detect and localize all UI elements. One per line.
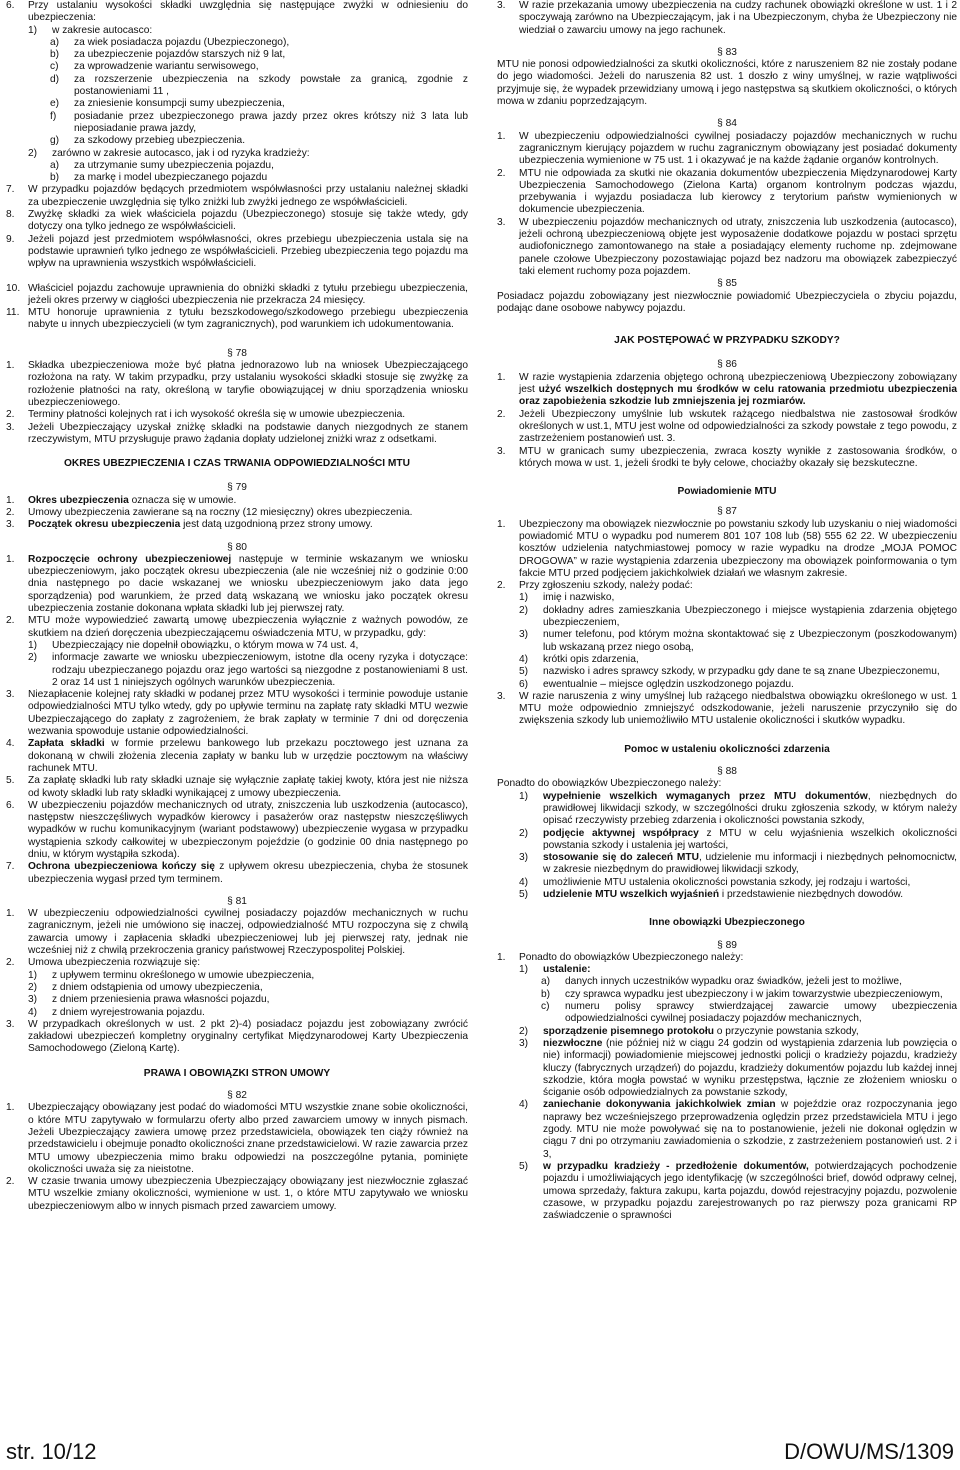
theft-surcharges-list [6, 160, 468, 185]
list-item: 5. Za zapłatę składki lub raty składki uznaje się wyłącznie zapłatę takiej kwoty, która jest nie niższa od kwoty składki lub raty składki wynikającej z umowy ubezpieczenia. [6, 775, 468, 799]
section-79-number: § 79 [227, 482, 247, 494]
list-item: 2) z dniem odstąpienia od umowy ubezpieczenia, [28, 981, 263, 993]
section-82-number: § 82 [227, 1090, 247, 1102]
heading-assist-circumstances: Pomoc w ustaleniu okoliczności zdarzenia [624, 743, 830, 755]
autocasco-surcharges-list [6, 37, 468, 148]
list-item: 4. Zapłata składki w formie przelewu bankowego lub przekazu pocztowego jest uznana za dokonaną w chwili złożenia zlecenia zapłaty w banku lub w urzędzie pocztowym na właściwy rachunek MTU. [6, 738, 468, 774]
section-87-item-3: 3. W razie naruszenia z winy umyślnej lub rażącego niedbalstwa obowiązku określonego w ust. 1 MTU może odpowiednio zmniejszyć odszkodowanie, jeżeli naruszenie przyczyniło się do zwiększenia szkody lub uniemożliwiło MTU ustalenie okoliczności i skutków wypadku. [497, 690, 957, 727]
list-item: 2) informacje zawarte we wniosku ubezpieczeniowym, istotne dla oceny ryzyka i dotyczące: rodzaju ubezpieczanego pojazdu oraz jego wartości są niezgodne z postanowieniami 8 ust. 2 oraz 14 ust 1 niniejszych ogólnych warunków ubezpieczenia. [28, 652, 468, 688]
list-item: a) za wiek posiadacza pojazdu (Ubezpieczonego), [50, 36, 290, 48]
section-86-rest-list [497, 409, 957, 470]
section-78-number: § 78 [227, 347, 247, 359]
section-86-item-1: 1. W razie wystąpienia zdarzenia objętego ochroną ubezpieczeniową Ubezpieczony zobowiązany jest użyć wszelkich dostępnych mu środków w celu ratowania przedmiotu ubezpieczenia oraz zapobieżenia szkodzie lub zmniejszenia jej rozmiarów. [497, 371, 958, 408]
list-item: d) za rozszerzenie ubezpieczenia na szkody powstałe za granicą, zgodnie z postanowieniami 11 , [50, 73, 468, 98]
list-item: 3) niezwłoczne (nie później niż w ciągu 24 godzin od wystąpienia zdarzenia lub powzięcia o nie) informacji) powiadomienie miejscowej jednostki policji o kradzieży pojazdu, kradzieży kluczy (fabrycznych urządzeń) do pojazdu, kradzieży dokumentów pojazdu lub każdej innej szkodzie, która mogła powstać w wyniku przestępstwa, łącznie ze złożeniem wniosku o ściganie osób odpowiedzialnych za powstanie szkody, [519, 1037, 957, 1099]
section-84-number: § 84 [717, 118, 737, 130]
list-item: 3) numer telefonu, pod którym można skontaktować się z Ubezpieczonym (poszkodowanym) lub wskazaną przez niego osobą, [519, 629, 957, 653]
list-item: 3. Początek okresu ubezpieczenia jest datą uzgodnioną przez strony umowy. [6, 519, 373, 531]
section-84-list [497, 131, 957, 279]
paragraph-8: 8. Zwyżkę składki za wiek właściciela pojazdu (Ubezpieczonego) stosuje się także wtedy, gdy dotyczy ona tylko jednego ze współwłaścicieli. [6, 209, 468, 233]
heading-rights-obligations: PRAWA I OBOWIĄZKI STRON UMOWY [143, 1067, 331, 1079]
list-item: f) posiadanie przez ubezpieczonego prawa jazdy przez okres krótszy niż 3 lata lub nieposiadanie prawa jazdy, [50, 110, 468, 134]
list-item: 5) w przypadku kradzieży - przedłożenie dokumentów, potwierdzających pochodzenie pojazdu i umożliwiających jego identyfikację (w szczególności brief, dowód odprawy celnej, umowa sprzedaży, faktura zakupu, karta pojazdu, dowód rejestracyjny pojazdu, pozwolenie czasowe, w przypadku pojazdu zarejestrowanych po raz pierwszy poza granicami RP zaświadczenie o sprawności [519, 1160, 957, 1222]
list-item: 5) nazwisko i adres sprawcy szkody, w przypadku gdy dane te są znane Ubezpieczonemu, [519, 666, 940, 678]
section-81-item-1: 1. W ubezpieczeniu odpowiedzialności cywilnej posiadaczy pojazdów mechanicznych w ruchu zagranicznym, jeżeli nie umówiono się inaczej, odpowiedzialność MTU rozpoczyna się z chwilą zawarcia umowy i zapłacenia składki ubezpieczeniowej lub jej pierwszej raty, jednak nie wcześniej niż z chwilą przekroczenia granicy państwowej Rzeczypospolitej Polskiej. [6, 908, 468, 957]
section-81-item-2: 2. Umowa ubezpieczenia rozwiązuje się: [6, 957, 201, 969]
list-item: 4) krótki opis zdarzenia, [519, 653, 639, 665]
section-86-number: § 86 [717, 359, 737, 371]
section-81-item-3: 3. W przypadkach określonych w ust. 2 pkt 2)-4) posiadacz pojazdu jest zobowiązany zwrócić zakładowi ubezpieczeń kompletny oryginalny certyfikat Międzynarodowej Karty Ubezpieczenia Samochodowego (Zieloną Kartę). [6, 1018, 468, 1055]
section-89-number: § 89 [717, 939, 737, 951]
section-85-text: Posiadacz pojazdu zobowiązany jest niezwłocznie powiadomić Ubezpieczyciela o zbyciu pojazdu, podając dane osobowe nabywcy pojazdu. [497, 290, 957, 314]
section-82-item-3: 3. W razie przekazania umowy ubezpieczenia na cudzy rachunek obowiązki określone w ust. 1 i 2 spoczywają zarówno na Ubezpieczającym, jak i na Ubezpieczonym, chyba że Ubezpieczony nie wiedział o zawarciu umowy na jego rachunek. [497, 0, 957, 36]
list-item: 2) podjęcie aktywnej współpracy z MTU w celu wyjaśnienia wszelkich okoliczności powstania szkody i ustalenia jej wartości, [519, 827, 957, 851]
list-item: 2. MTU nie odpowiada za skutki nie okazania dokumentów ubezpieczenia Międzynarodowej Karty Ubezpieczenia Samochodowego (Zielona Karta) organom kontrolnym podczas wjazdu, przebywania i wyjazdu posiadacza lub kierowcy z terytorium państw wymienionych w dokumencie ubezpieczenia. [497, 167, 957, 216]
list-item: 2. W czasie trwania umowy ubezpieczenia Ubezpieczający obowiązany jest niezwłocznie zgłaszać MTU wszelkie zmiany okoliczności, wymienione w ust. 1, o które MTU zapytywało we wniosku ubezpieczeniowym albo w innych pismach przed zawarciem umowy. [6, 1176, 468, 1212]
section-88-list [497, 791, 957, 902]
paragraph-10: 10. Właściciel pojazdu zachowuje uprawnienia do obniżki składki z tytułu przebiegu ubezpieczenia, jeżeli okres przerwy w ciągłości ubezpieczenia nie przekracza 24 miesięcy. [6, 282, 468, 306]
page-number: str. 10/12 [6, 1439, 97, 1464]
section-88-intro: Ponadto do obowiązków Ubezpieczonego należy: [497, 778, 722, 790]
paragraph-6-2: 2) zarówno w zakresie autocasco, jak i od ryzyka kradzieży: [28, 147, 310, 159]
list-item: 3) z dniem przeniesienia prawa własności pojazdu, [28, 994, 270, 1006]
list-item: c) numeru polisy sprawcy stwierdzającej zawarcie umowy ubezpieczenia odpowiedzialności cywilnej posiadaczy pojazdów mechanicznych, [541, 1001, 957, 1025]
list-item: 3) stosowanie się do zaleceń MTU, udzielenie mu informacji i niezbędnych pełnomocnictw, w zakresie niezbędnym do prawidłowej likwidacji szkody, [519, 852, 957, 876]
list-item: 1) imię i nazwisko, [519, 592, 615, 604]
list-item: a) danych innych uczestników wypadku oraz świadków, jeżeli jest to możliwe, [541, 976, 902, 988]
section-83-text: MTU nie ponosi odpowiedzialności za skutki okoliczności, które z naruszeniem 82 nie zostały podane do jego wiadomości. Jeżeli do naruszenia 82 ust. 1 doszło z winy umyślnej, w razie wątpliwości przyjmuje się, że wypadek przewidziany umową i jego następstwa są skutkiem okoliczności, o których mowa w zdaniu poprzedzającym. [497, 59, 957, 108]
list-item: 1. W ubezpieczeniu odpowiedzialności cywilnej posiadaczy pojazdów mechanicznych w ruchu zagranicznym kierujący pojazdem w ruchu zagranicznym obowiązany jest posiadać dokumenty ubezpieczenia wymienione w 75 ust. 1 i okazywać je na każde żądanie organów kontrolnych. [497, 130, 957, 167]
list-item: c) za wprowadzenie wariantu serwisowego, [50, 61, 259, 73]
section-80-number: § 80 [227, 541, 247, 553]
paragraph-11: 11. MTU honoruje uprawnienia z tytułu bezszkodowego/szkodowego przebiegu ubezpieczenia nabyte u innych ubezpieczycieli (w tym zagranicznych), pod warunkiem ich udokumentowania. [6, 307, 468, 331]
section-87-item-1: 1. Ubezpieczony ma obowiązek niezwłocznie po powstaniu szkody lub uzyskaniu o niej wiadomości powiadomić MTU o wypadku pod numerem 801 107 108 lub (58) 555 62 22. W ubezpieczeniu kosztów udzielenia natychmiastowej pomocy w razie wypadku na drodze „MOJA POMOC DROGOWA” w razie wystąpienia zdarzenia ubezpieczony ma obowiązek poinformowania o tym fakcie MTU przed podjęciem jakichkolwiek działań we własnym zakresie. [497, 518, 957, 579]
section-78-list [6, 360, 468, 446]
list-item: 7. Ochrona ubezpieczeniowa kończy się z upływem okresu ubezpieczenia, chyba że stosunek ubezpieczenia wygasł przed tym terminem. [6, 861, 469, 885]
list-item: 1) wypełnienie wszelkich wymaganych przez MTU dokumentów, niezbędnych do prawidłowej likwidacji szkody, w szczególności druku zgłoszenia szkody, w którym należy opisać rzeczywisty przebieg zdarzenia i okoliczności powstania szkody, [519, 790, 958, 827]
list-item: a) za utrzymanie sumy ubezpieczenia pojazdu, [50, 159, 274, 171]
list-item: 1. Okres ubezpieczenia oznacza się w umowie. [6, 494, 237, 506]
list-item: 3. W ubezpieczeniu pojazdów mechanicznych od utraty, zniszczenia lub uszkodzenia (autocasco), jeżeli ochroną ubezpieczeniową objęte jest wyposażenie dodatkowe pojazdu w postaci sprzętu audiofonicznego zamontowanego na stałe a posiadający elementy ruchome np. zdejmowane panele czołowe Ubezpieczony pozostawiając pojazd bez nadzoru ma obowiązek zabezpieczyć taki element ruchomy poza pojazdem. [497, 216, 957, 277]
list-item: 3. Jeżeli Ubezpieczający uzyskał zniżkę składki na podstawie danych niezgodnych ze stanem rzeczywistym, MTU przysługuje prawo żądania dopłaty udzielonej zniżki wraz z odsetkami. [6, 421, 468, 445]
list-item: 2. Terminy płatności kolejnych rat i ich wysokość określa się w umowie ubezpieczenia. [6, 409, 406, 421]
section-82-list [6, 1102, 468, 1213]
section-81-number: § 81 [227, 895, 247, 907]
list-item: 1. Ubezpieczający obowiązany jest podać do wiadomości MTU wszystkie znane sobie okoliczności, o które MTU zapytywało w formularzu oferty albo przed zawarciem umowy w innych pismach. Jeżeli Ubezpieczający zawiera umowę przez przedstawiciela, obowiązek ten ciąży również na przedstawicielu i obejmuje ponadto okoliczności znane przedstawicielowi. W razie zawarcia przez MTU umowy ubezpieczenia mimo braku odpowiedzi na poszczególne pytania, pominięte okoliczności uważa się za nieistotne. [6, 1102, 468, 1175]
heading-insurance-period: OKRES UBEZPIECZENIA I CZAS TRWANIA ODPOWIEDZIALNOŚCI MTU [63, 458, 410, 470]
section-89-1-1-list [497, 976, 957, 1025]
section-80-rest-list [6, 689, 468, 886]
list-item: 2) dokładny adres zamieszkania Ubezpieczonego i miejsce wystąpienia zdarzenia objętego ubezpieczeniem, [519, 604, 957, 629]
paragraph-9: 9. Jeżeli pojazd jest przedmiotem współwłasności, okres przebiegu ubezpieczenia ustala się na podstawie uprawnień tylko jednego ze współwłaścicieli. Przebieg ubezpieczenia tego pojazdu ma wpływ na uprawnienia wszystkich współwłaścicieli. [6, 233, 468, 270]
list-item: 1. Składka ubezpieczeniowa może być płatna jednorazowo lub na wniosek Ubezpieczającego rozłożona na raty. W takim przypadku, przy ustalaniu wysokości składki stosuje się zwyżkę za rozłożenie płatności na raty, określoną w taryfie obowiązującej w dniu sporządzenia wniosku ubezpieczeniowego. [6, 360, 468, 408]
section-87-number: § 87 [717, 506, 737, 518]
paragraph-6: 6. Przy ustalaniu wysokości składki uwzględnia się następujące zwyżki w odniesieniu do ubezpieczenia: [6, 0, 468, 24]
heading-notify-mtu: Powiadomienie MTU [677, 486, 777, 498]
section-87-2-list [497, 592, 957, 690]
section-88-number: § 88 [717, 766, 737, 778]
list-item: 4) zaniechanie dokonywania jakichkolwiek zmian w pojeździe oraz rozpoczynania jego naprawy bez wcześniejszego przeprowadzenia oględzin przez przedstawiciela MTU i jego zgody. MTU nie może powoływać się na to postanowienie, jeżeli nie dokonał oględzin w ciągu 7 dni po otrzymaniu zawiadomienia o szkodzie, z zastrzeżeniem postanowień ust. 2 i 3, [519, 1099, 957, 1160]
heading-damage-procedure: JAK POSTĘPOWAĆ W PRZYPADKU SZKODY? [614, 335, 840, 347]
list-item: 4) umożliwienie MTU ustalenia okoliczności powstania szkody, jej rodzaju i wartości, [519, 876, 911, 888]
section-85-number: § 85 [717, 278, 737, 290]
list-item: 4) z dniem wyrejestrowania pojazdu. [28, 1006, 205, 1018]
list-item: 3. MTU w granicach sumy ubezpieczenia, zwraca koszty wynikłe z zastosowania środków, o których mowa w ust. 1, jeżeli środki te były celowe, chociażby okazały się bezskuteczne. [497, 445, 957, 469]
list-item: b) za markę i model ubezpieczanego pojazdu [50, 172, 268, 184]
section-89-item-1: 1. Ponadto do obowiązków Ubezpieczonego należy: [497, 951, 744, 963]
list-item: 1) Ubezpieczający nie dopełnił obowiązku, o którym mowa w 74 ust. 4, [28, 639, 359, 651]
section-89-1-1: 1) ustalenie: [519, 964, 591, 976]
list-item: 5) udzielenie MTU wszelkich wyjaśnień i przedstawienie niezbędnych dowodów. [519, 889, 904, 900]
section-80-item-1: 1. Rozpoczęcie ochrony ubezpieczeniowej następuje w terminie wskazanym we wniosku ubezpieczeniowym, jako początek okresu ubezpieczenia (ale nie wcześniej niż o godzinie 0:00 dnia następnego po dacie wskazanej we wniosku ubezpieczeniowym jako data jego sporządzenia) pod warunkiem, że przed datą wskazaną we wniosku jako początek okresu ubezpieczenia zostanie dokonana wpłata składki lub jej pierwszej raty. [6, 553, 468, 615]
list-item: 2) sporządzenie pisemnego protokołu o przyczynie powstania szkody, [519, 1025, 859, 1037]
section-83-number: § 83 [717, 46, 737, 58]
section-87-item-2: 2. Przy zgłoszeniu szkody, należy podać: [497, 580, 693, 592]
section-80-2-list [6, 640, 468, 689]
list-item: 1) z upływem terminu określonego w umowie ubezpieczenia, [28, 969, 315, 981]
section-79-list [6, 495, 468, 532]
list-item: 6) ewentualnie – miejsce oględzin uszkodzonego pojazdu. [519, 678, 794, 690]
list-item: 2. Jeżeli Ubezpieczony umyślnie lub wskutek rażącego niedbalstwa nie zastosował środków określonych w ust.1, MTU jest wolne od odpowiedzialności za szkody powstałe z tego powodu, z zastrzeżeniem postanowień ust. 3. [497, 408, 957, 445]
list-item: e) za zniesienie konsumpcji sumy ubezpieczenia, [50, 98, 285, 110]
section-81-2-list [6, 970, 468, 1019]
paragraph-6-1: 1) w zakresie autocasco: [28, 24, 153, 36]
list-item: b) czy sprawca wypadku jest ubezpieczony i w jakim towarzystwie ubezpieczeniowym, [541, 988, 943, 1000]
list-item: b) za ubezpieczenie pojazdów starszych niż 9 lat, [50, 49, 286, 61]
heading-other-obligations: Inne obowiązki Ubezpieczonego [649, 917, 805, 929]
section-80-item-2: 2. MTU może wypowiedzieć zawartą umowę ubezpieczenia wyłącznie z ważnych powodów, ze skutkiem na dzień doręczenia ubezpieczającemu oświadczenia MTU, w przypadku, gdy: [6, 615, 468, 639]
paragraph-7: 7. W przypadku pojazdów będących przedmiotem współwłasności przy ustalaniu należnej składki za ubezpieczenie uwzględnia się tylko zniżki lub zwyżki jednego ze współwłaścicieli. [6, 184, 468, 208]
document-code: D/OWU/MS/1309 [784, 1439, 954, 1464]
right-column [497, 0, 957, 1222]
list-item: g) za szkodowy przebieg ubezpieczenia. [50, 135, 246, 147]
list-item: 3. Niezapłacenie kolejnej raty składki w podanej przez MTU wysokości i terminie powoduje ustanie odpowiedzialności MTU tylko wtedy, gdy po upływie terminu na zapłatę raty składki MTU wezwie Ubezpieczającego do zapłaty z zagrożeniem, że brak zapłaty w terminie 7 dni od doręczenia wezwania spowoduje ustanie odpowiedzialności. [6, 689, 468, 738]
list-item: 2. Umowy ubezpieczenia zawierane są na roczny (12 miesięczny) okres ubezpieczenia. [6, 506, 413, 518]
list-item: 6. W ubezpieczeniu pojazdów mechanicznych od utraty, zniszczenia lub uszkodzenia (autocasco), następstw nieszczęśliwych wypadków kierowcy i pasażerów oraz następstw nieszczęśliwych wypadków w ruchu komunikacyjnym (wariant podstawowy) ubezpieczenie wygasa w przypadku wystąpienia szkody całkowitej w ubezpieczonym pojeździe (o godzinie 00 dnia następnego po dniu, w którym wystąpiła szkoda). [6, 799, 468, 860]
left-column [6, 0, 468, 1213]
section-89-1-rest-list [497, 1026, 957, 1223]
